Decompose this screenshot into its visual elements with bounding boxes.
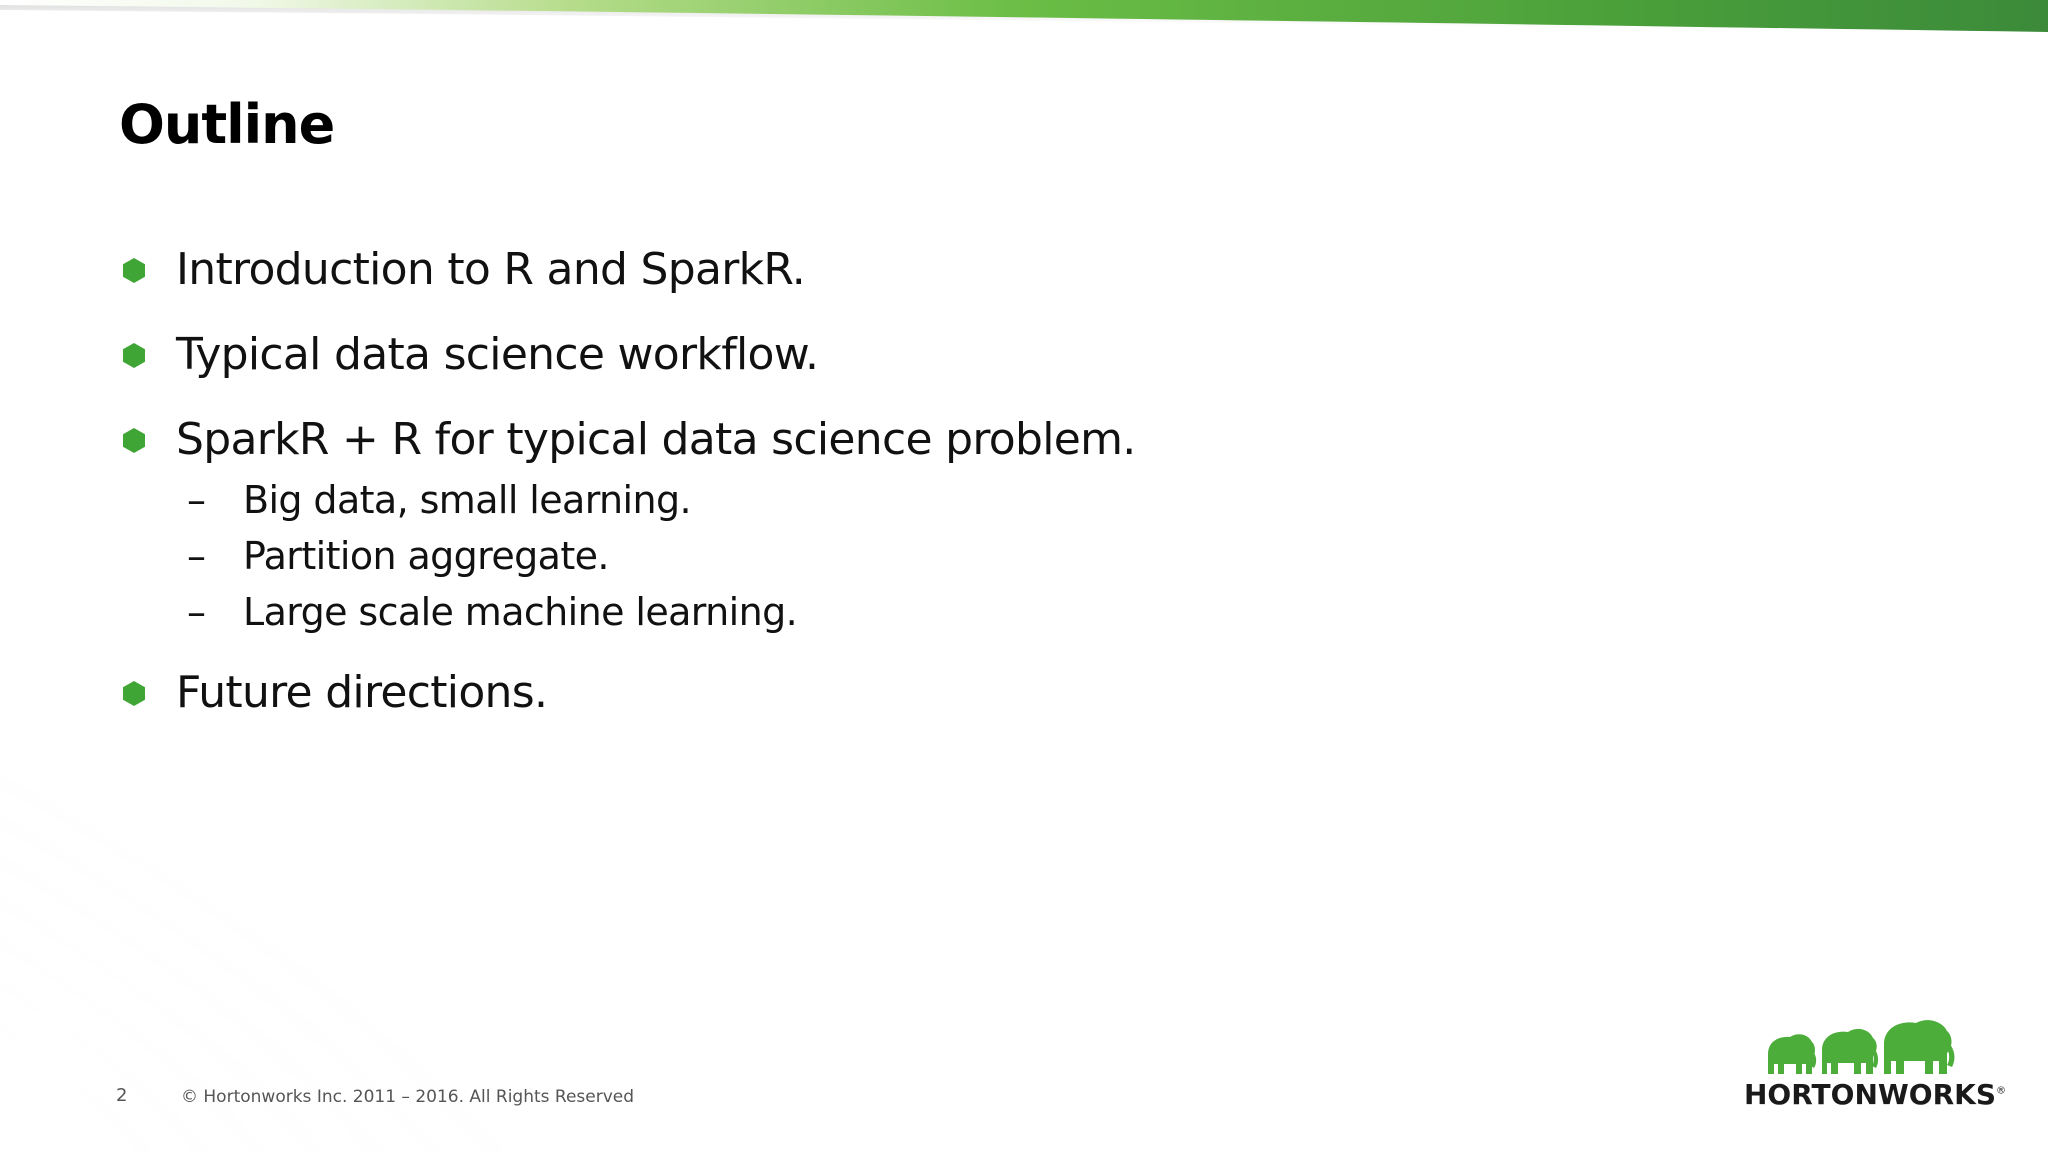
outline-item — [119, 408, 1719, 640]
dash-marker: – — [187, 478, 206, 522]
sub-item-text: Big data, small learning. — [243, 478, 691, 522]
logo-wordmark — [1744, 1078, 2006, 1111]
outline-list — [119, 238, 1719, 725]
outline-item — [119, 238, 1719, 302]
outline-item — [119, 661, 1719, 725]
outline-item-text: Typical data science workflow. — [176, 329, 819, 380]
sub-item — [176, 528, 1719, 584]
copyright-notice: © Hortonworks Inc. 2011 – 2016. All Rights Reserved — [181, 1087, 635, 1107]
hexagon-bullet-icon — [123, 258, 145, 283]
sub-item — [176, 472, 1719, 528]
outline-item-text: SparkR + R for typical data science problem. — [176, 414, 1136, 465]
outline-item-text: Introduction to R and SparkR. — [176, 244, 806, 295]
registered-mark: ® — [1996, 1085, 2006, 1097]
dash-marker: – — [187, 590, 206, 634]
sub-item-text: Large scale machine learning. — [243, 590, 798, 634]
hexagon-bullet-icon — [123, 681, 145, 706]
hexagon-bullet-icon — [123, 343, 145, 368]
sub-list — [176, 472, 1719, 640]
sub-item-text: Partition aggregate. — [243, 534, 609, 578]
hortonworks-logo — [1740, 1020, 2006, 1120]
hexagon-bullet-icon — [123, 428, 145, 453]
outline-item-text: Future directions. — [176, 667, 548, 718]
sub-item — [176, 584, 1719, 640]
dash-marker: – — [187, 534, 206, 578]
top-accent-bar — [0, 0, 2048, 40]
page-number: 2 — [116, 1085, 128, 1106]
logo-wordmark-text: HORTONWORKS — [1744, 1078, 1996, 1111]
slide-title: Outline — [119, 93, 335, 156]
elephant-herd-icon — [1760, 1020, 1960, 1082]
outline-item — [119, 323, 1719, 387]
